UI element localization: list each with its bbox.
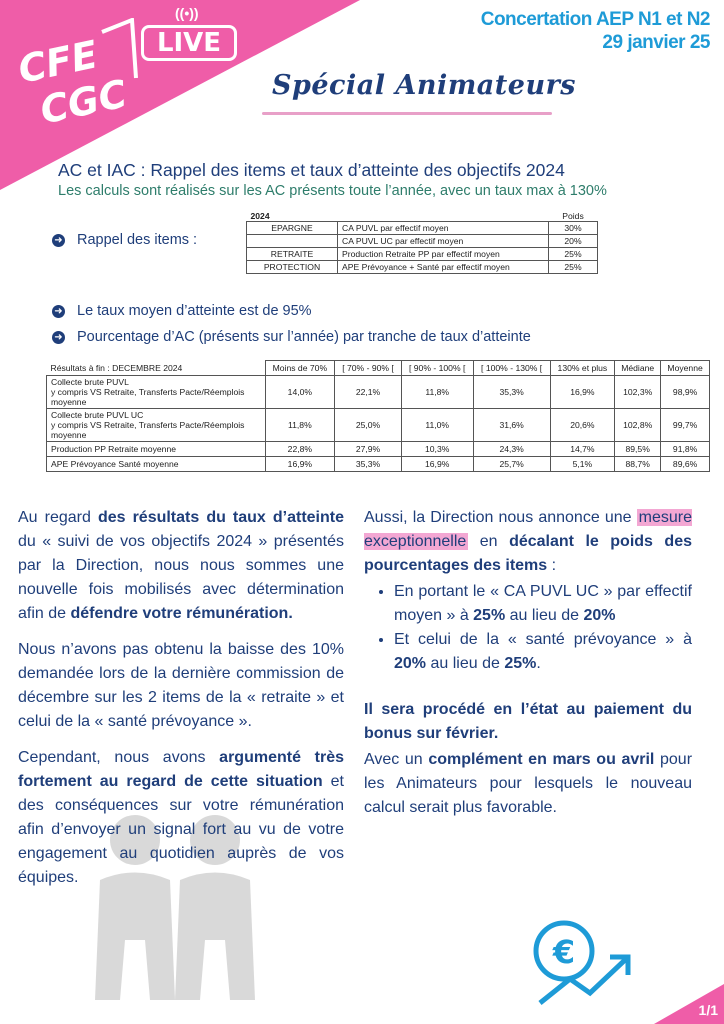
logo-house-outline-icon	[98, 18, 140, 98]
table-row: Collecte brute PUVL y compris VS Retraite, Transferts Pacte/Réemplois moyenne 14,0% 22,1% 11,8% 35,3% 16,9% 102,3% 98,9%	[47, 376, 710, 409]
table-row: PROTECTION APE Prévoyance + Santé par effectif moyen 25%	[247, 261, 598, 274]
highlight-mesure: mesure exceptionnelle	[364, 509, 692, 550]
logo-cgc: CGC	[36, 71, 131, 133]
logo-cfe: CFE	[14, 32, 102, 92]
right-paragraph-1: Aussi, la Direction nous annonce une mesure exceptionnelle en décalant le poids des pourcentages des items :	[364, 509, 693, 574]
page-number: 1/1	[698, 1002, 718, 1018]
table-row: Collecte brute PUVL UC y compris VS Retraite, Transferts Pacte/Réemplois moyenne 11,8% 25,0% 11,0% 31,6% 20,6% 102,8% 99,7%	[47, 409, 710, 442]
document-header	[481, 8, 710, 54]
results-table	[46, 360, 710, 472]
special-title: Spécial Animateurs	[272, 70, 577, 101]
results-table-header: Résultats à fin : DECEMBRE 2024 Moins de 70% [ 70% - 90% [ [ 90% - 100% [ [ 100% - 130% [ 130% et plus Médiane Moyenne	[47, 361, 710, 376]
left-column	[18, 506, 344, 902]
bullet-taux-moyen: ➜ Le taux moyen d’atteinte est de 95%	[52, 303, 312, 319]
live-signal-icon: ((•))	[175, 5, 199, 21]
arrow-right-icon: ➜	[52, 234, 65, 247]
section-subtitle: Les calculs sont réalisés sur les AC présents toute l’année, avec un taux max à 130%	[58, 183, 607, 199]
section-title: AC et IAC : Rappel des items et taux d’atteinte des objectifs 2024	[58, 160, 565, 180]
left-paragraph-1: Au regard des résultats du taux d’atteinte du « suivi de vos objectifs 2024 » présentés par la Direction, nous nous sommes une nouvelle fois mobilisés avec détermination afin de défendre votre rémunération.	[18, 509, 344, 622]
arrow-right-icon: ➜	[52, 331, 65, 344]
left-paragraph-3: Cependant, nous avons argumenté très fortement au regard de cette situation et des conséquences sur votre rémunération afin d’envoyer un signal fort au vu de votre engagement au quotidien auprès de vos équipes.	[18, 749, 344, 886]
table-row: RETRAITE Production Retraite PP par effectif moyen 25%	[247, 248, 598, 261]
items-table-year: 2024	[250, 211, 270, 221]
right-column	[364, 506, 692, 832]
items-table-header	[247, 211, 598, 222]
euro-symbol: €	[552, 933, 576, 971]
header-title: Concertation AEP N1 et N2	[480, 9, 710, 30]
arrow-right-icon: ➜	[52, 305, 65, 318]
list-item: • Et celui de la « santé prévoyance » à 20% au lieu de 25%.	[394, 628, 692, 676]
right-paragraph-2: Il sera procédé en l’état au paiement du bonus sur février.	[364, 701, 692, 742]
bullet-pourcentage: ➜ Pourcentage d’AC (présents sur l’année) par tranche de taux d’atteinte	[52, 329, 531, 345]
table-row: APE Prévoyance Santé moyenne 16,9% 35,3% 16,9% 25,7% 5,1% 88,7% 89,6%	[47, 457, 710, 472]
items-table-poids-header: Poids	[562, 211, 584, 221]
table-row: Production PP Retraite moyenne 22,8% 27,9% 10,3% 24,3% 14,7% 89,5% 91,8%	[47, 442, 710, 457]
euro-growth-icon	[530, 915, 640, 1011]
table-row: EPARGNE CA PUVL par effectif moyen 30%	[247, 222, 598, 235]
items-table	[246, 211, 598, 274]
live-badge: LIVE	[141, 25, 237, 61]
list-item: • En portant le « CA PUVL UC » par effectif moyen » à 25% au lieu de 20%	[394, 580, 692, 628]
special-underline	[262, 112, 552, 115]
header-date: 29 janvier 25	[602, 32, 710, 53]
bullet-items: ➜ Rappel des items :	[52, 232, 197, 248]
table-row: CA PUVL UC par effectif moyen 20%	[247, 235, 598, 248]
right-paragraph-3: Avec un complément en mars ou avril pour les Animateurs pour lesquels le nouveau calcul serait plus favorable.	[364, 751, 693, 816]
left-paragraph-2: Nous n’avons pas obtenu la baisse des 10% demandée lors de la dernière commission de décembre sur les 2 items de la « retraite » et celui de la « santé prévoyance ».	[18, 641, 344, 730]
right-list	[364, 580, 692, 676]
